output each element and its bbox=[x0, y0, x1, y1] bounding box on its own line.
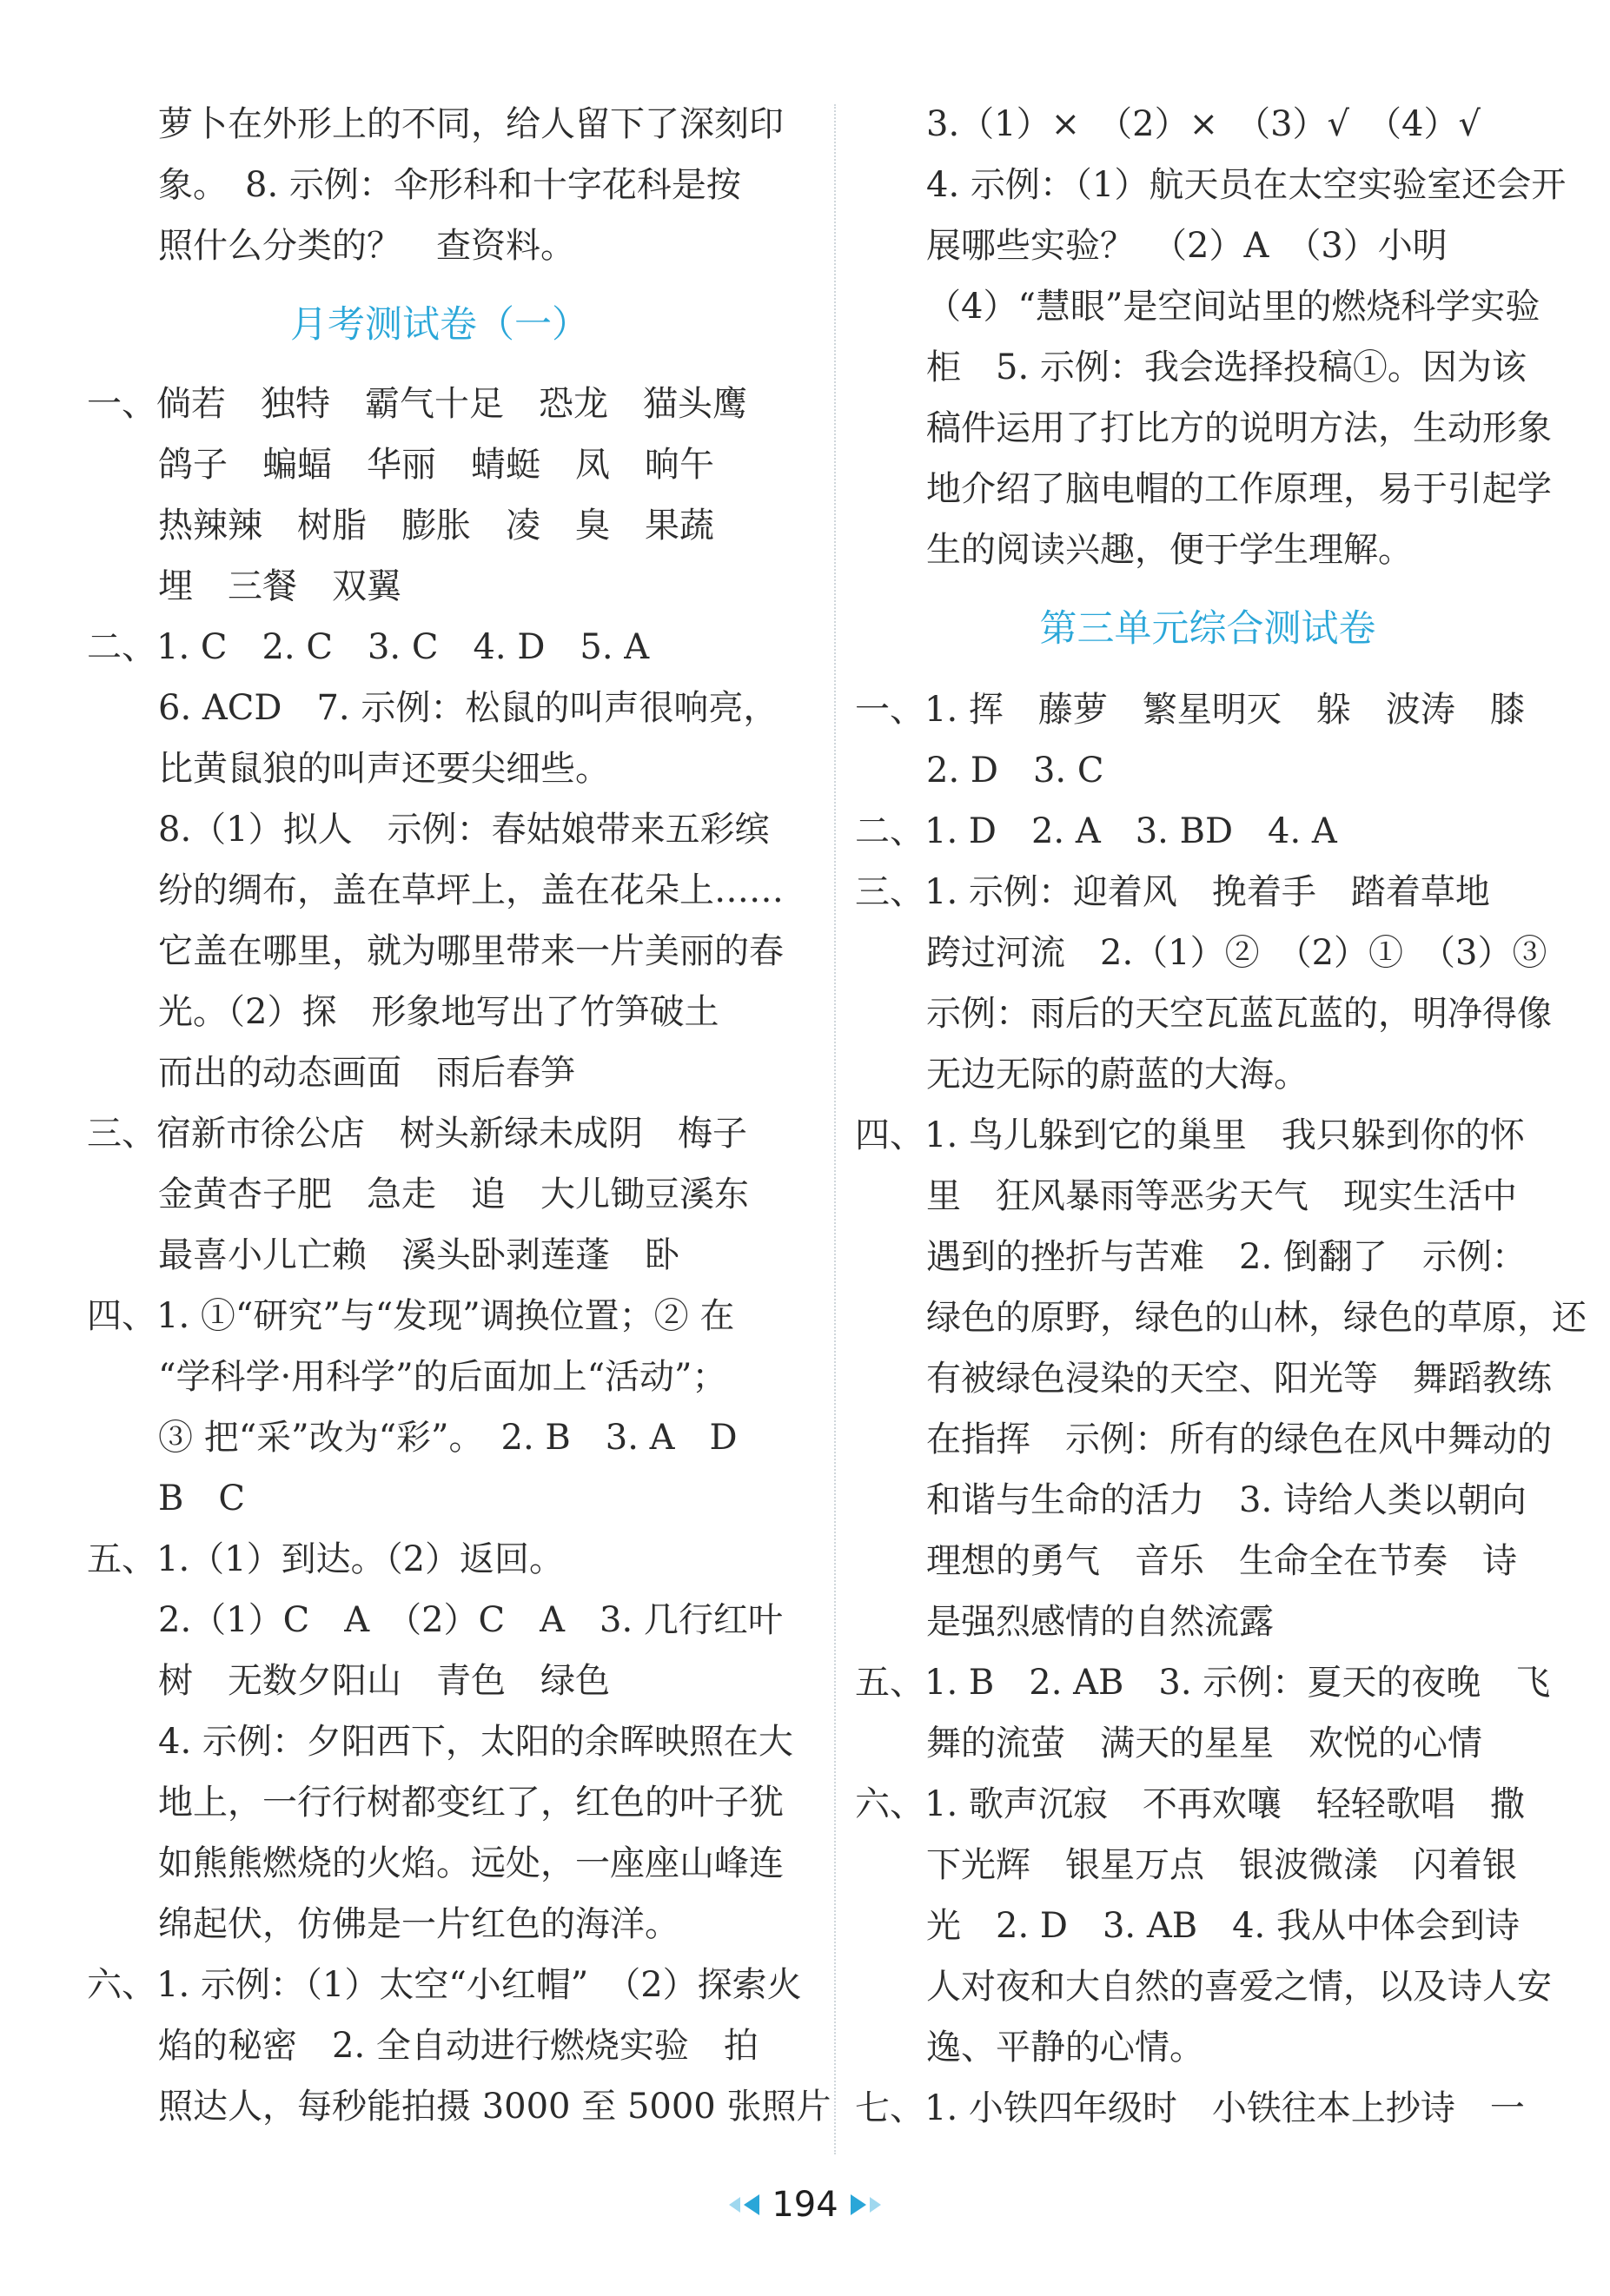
page-footer bbox=[0, 2179, 1610, 2231]
answer-line: 人对夜和大自然的喜爱之情，以及诗人安 bbox=[926, 1967, 1552, 2007]
answer-line: 比黄鼠狼的叫声还要尖细些。 bbox=[158, 749, 610, 789]
answer-line: （4）“慧眼”是空间站里的燃烧科学实验 bbox=[926, 287, 1540, 327]
answer-line: 一、1. 挥 藤萝 繁星明灭 躲 波涛 膝 bbox=[855, 690, 1525, 730]
answer-line: 地上，一行行树都变红了，红色的叶子犹 bbox=[158, 1783, 784, 1823]
answer-line: 4. 示例：夕阳西下，太阳的余晖映照在大 bbox=[158, 1722, 793, 1762]
answer-line: 稿件运用了打比方的说明方法，生动形象 bbox=[926, 408, 1552, 448]
answer-line: 照达人，每秒能拍摄 3000 至 5000 张照片 bbox=[158, 2087, 832, 2127]
answer-line: 展哪些实验？ （2）A （3）小明 bbox=[926, 226, 1448, 266]
answer-line: 逸、平静的心情。 bbox=[926, 2028, 1204, 2068]
answer-line: 生的阅读兴趣，便于学生理解。 bbox=[926, 530, 1413, 570]
answer-line: 和谐与生命的活力 3. 诗给人类以朝向 bbox=[926, 1480, 1527, 1520]
answer-line: 六、1. 歌声沉寂 不再欢嚷 轻轻歌唱 撒 bbox=[855, 1784, 1525, 1824]
answer-line: 象。 8. 示例：伞形科和十字花科是按 bbox=[158, 165, 741, 205]
answer-line: 是强烈感情的自然流露 bbox=[926, 1602, 1274, 1642]
answer-line: 无边无际的蔚蓝的大海。 bbox=[926, 1055, 1309, 1095]
right-answer-list bbox=[855, 679, 1587, 2139]
answer-line: 绿色的原野，绿色的山林，绿色的草原，还 bbox=[926, 1298, 1587, 1338]
answer-line: “学科学·用科学”的后面加上“活动”； bbox=[158, 1357, 727, 1397]
answer-line: 六、1. 示例：（1）太空“小红帽” （2）探索火 bbox=[87, 1965, 802, 2005]
answer-line: 一、倘若 独特 霸气十足 恐龙 猫头鹰 bbox=[87, 384, 747, 424]
answer-line: 跨过河流 2.（1）② （2）① （3）③ bbox=[926, 933, 1547, 973]
answer-line: 舞的流萤 满天的星星 欢悦的心情 bbox=[926, 1724, 1482, 1763]
answer-line: 五、1. B 2. AB 3. 示例：夏天的夜晚 飞 bbox=[855, 1663, 1551, 1703]
answer-line: 热辣辣 树脂 膨胀 凌 臭 果蔬 bbox=[158, 506, 714, 546]
answer-line: 焰的秘密 2. 全自动进行燃烧实验 拍 bbox=[158, 2026, 759, 2066]
answer-line: 四、1. 鸟儿躲到它的巢里 我只躲到你的怀 bbox=[855, 1115, 1525, 1155]
section-heading-monthly-test: 月考测试卷（一） bbox=[290, 303, 589, 347]
answer-line: 柜 5. 示例：我会选择投稿①。因为该 bbox=[926, 347, 1527, 387]
answer-line: 8.（1）拟人 示例：春姑娘带来五彩缤 bbox=[158, 810, 770, 850]
answer-line: 它盖在哪里，就为哪里带来一片美丽的春 bbox=[158, 931, 784, 971]
answer-line: 示例：雨后的天空瓦蓝瓦蓝的，明净得像 bbox=[926, 994, 1552, 1034]
answer-line: 地介绍了脑电帽的工作原理，易于引起学 bbox=[926, 469, 1552, 509]
answer-line: 四、1. ①“研究”与“发现”调换位置；② 在 bbox=[87, 1296, 735, 1336]
answer-line: 埋 三餐 双翼 bbox=[158, 566, 401, 606]
answer-line: 而出的动态画面 雨后春笋 bbox=[158, 1053, 575, 1093]
answer-line: 3.（1）× （2）× （3）√ （4）√ bbox=[926, 104, 1481, 144]
next-arrows-icon bbox=[851, 2194, 881, 2215]
answer-line: 五、1.（1）到达。（2）返回。 bbox=[87, 1539, 565, 1579]
right-answer-list-top bbox=[855, 94, 1567, 580]
answer-line: 光 2. D 3. AB 4. 我从中体会到诗 bbox=[926, 1906, 1520, 1946]
answer-line: 下光辉 银星万点 银波微漾 闪着银 bbox=[926, 1845, 1517, 1885]
answer-line: 理想的勇气 音乐 生命全在节奏 诗 bbox=[926, 1541, 1517, 1581]
section-heading-unit-three-test: 第三单元综合测试卷 bbox=[1039, 607, 1376, 651]
column-divider bbox=[834, 104, 836, 2154]
answer-line: 鸽子 蝙蝠 华丽 蜻蜓 凤 晌午 bbox=[158, 445, 714, 485]
answer-line: 2.（1）C A （2）C A 3. 几行红叶 bbox=[158, 1600, 783, 1640]
answer-line: 萝卜在外形上的不同，给人留下了深刻印 bbox=[158, 104, 784, 144]
answer-line: 纷的绸布，盖在草坪上，盖在花朵上…… bbox=[158, 870, 784, 910]
answer-line: 树 无数夕阳山 青色 绿色 bbox=[158, 1661, 610, 1701]
answer-line: 4. 示例：（1）航天员在太空实验室还会开 bbox=[926, 165, 1567, 205]
answer-line: 绵起伏，仿佛是一片红色的海洋。 bbox=[158, 1904, 679, 1944]
answer-line: 照什么分类的？ 查资料。 bbox=[158, 226, 575, 266]
answer-line: 2. D 3. C bbox=[926, 751, 1104, 791]
answer-line: 遇到的挫折与苦难 2. 倒翻了 示例： bbox=[926, 1237, 1527, 1277]
answer-line: 二、1. D 2. A 3. BD 4. A bbox=[855, 811, 1337, 851]
answer-line: 如熊熊燃烧的火焰。远处，一座座山峰连 bbox=[158, 1843, 784, 1883]
answer-line: 金黄杏子肥 急走 追 大儿锄豆溪东 bbox=[158, 1174, 749, 1214]
answer-line: 三、1. 示例：迎着风 挽着手 踏着草地 bbox=[855, 872, 1490, 912]
answer-line: B C bbox=[158, 1479, 245, 1519]
answer-line: 七、1. 小铁四年级时 小铁往本上抄诗 一 bbox=[855, 2088, 1525, 2128]
answer-line: ③ 把“采”改为“彩”。 2. B 3. A D bbox=[158, 1418, 738, 1458]
prev-arrows-icon bbox=[729, 2194, 759, 2215]
left-answer-list bbox=[87, 374, 832, 2137]
answer-line: 里 狂风暴雨等恶劣天气 现实生活中 bbox=[926, 1176, 1517, 1216]
answer-line: 在指挥 示例：所有的绿色在风中舞动的 bbox=[926, 1419, 1552, 1459]
page-number: 194 bbox=[772, 2185, 838, 2225]
answer-line: 三、宿新市徐公店 树头新绿未成阴 梅子 bbox=[87, 1114, 747, 1154]
answer-line: 有被绿色浸染的天空、阳光等 舞蹈教练 bbox=[926, 1359, 1552, 1399]
answer-line: 二、1. C 2. C 3. C 4. D 5. A bbox=[87, 627, 650, 667]
left-column bbox=[87, 94, 832, 2137]
answer-line: 光。（2）探 形象地写出了竹笋破土 bbox=[158, 992, 719, 1032]
answer-line: 最喜小儿亡赖 溪头卧剥莲蓬 卧 bbox=[158, 1235, 679, 1275]
right-column bbox=[855, 94, 1587, 2139]
answer-line: 6. ACD 7. 示例：松鼠的叫声很响亮， bbox=[158, 688, 778, 728]
